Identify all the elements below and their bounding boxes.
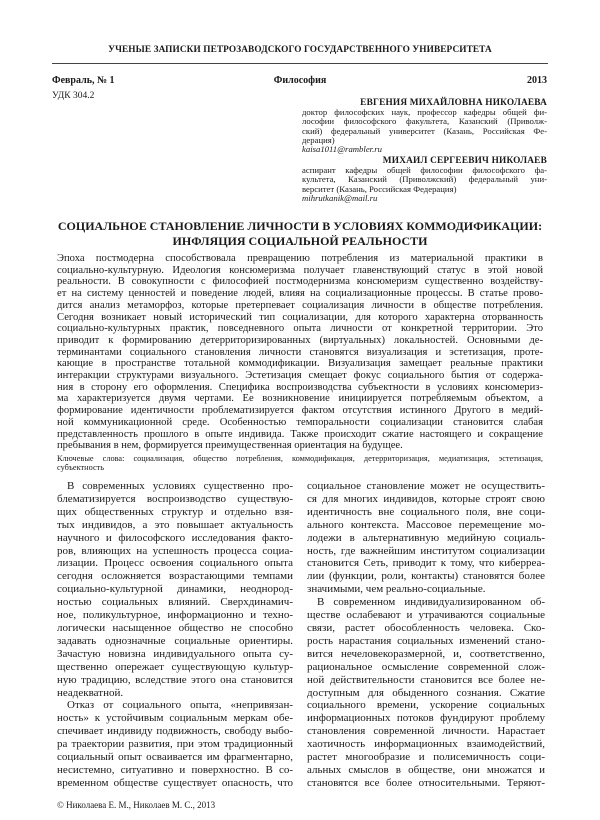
body-text-line: В современном индивидуализированном об- [317,596,545,609]
body-text-line: спечивает индивиду подвижность, свободу выбо- [57,725,293,738]
abstract-line: приводит к формированию детерриторизированных (виртуальных) локальностей. Основными де- [57,334,543,346]
body-text-line: блематизируется воспроизводство существую- [57,492,293,505]
abstract-line: ния в сторону его оформления. Специфика воспроизводства субъектности в условиях консюмериз- [57,381,543,393]
author-affiliation-line: аспирант кафедры общей философии философского фа- [302,165,547,176]
abstract [57,253,543,452]
body-text-line: становятся все более относительными. Теряют- [307,776,545,789]
body-text-line: несистемно, ситуативно и поверхностно. В со- [57,763,293,776]
abstract-line: социально-культурную. Идеология консюмеризма получает главенствующий статус в этой новой [57,264,543,276]
body-text-line: задавать однозначные социальные ориентиры. [57,634,293,647]
abstract-line: формирование идентичности проблематизируется фактом отсутствия истинного Другого в медий- [57,405,543,417]
body-text-line: социальный опыт осваивается им фрагментарно, [57,751,293,764]
body-text-line: ров, влияющих на успешность процесса социа- [57,544,293,557]
abstract-line: интеракции структурами визуального. Эстетизация смещает фокус социального бытия от содержа- [57,370,543,382]
body-text-line: ся для многих индивидов, которые строят свою [307,492,545,505]
keywords [57,454,543,473]
author-name: МИХАИЛ СЕРГЕЕВИЧ НИКОЛАЕВ [382,156,547,166]
body-text-line: ное, поликультурное, информационно и техно- [57,609,293,622]
title-line: СОЦИАЛЬНОЕ СТАНОВЛЕНИЕ ЛИЧНОСТИ В УСЛОВИЯХ КОММОДИФИКАЦИИ: [57,219,543,233]
title-line: ИНФЛЯЦИЯ СОЦИАЛЬНОЙ РЕАЛЬНОСТИ [172,234,428,248]
body-text-line: хаотичность информационных взаимодействий, [307,738,545,751]
year-label: 2013 [527,75,547,86]
body-text-line: ность, где важнейшим институтом социализации [307,544,545,557]
body-text-line: вится нечеловекоразмерной, и, соответственно, [307,647,545,660]
author-affiliation-line: лософии философского факультета, Казанский (Приволж- [302,116,547,127]
body-text-line: социальное становление может не осуществить- [307,480,545,492]
header-divider [52,63,548,64]
abstract-line: ма характеризуется двумя чертами. Ее возникновение инициируется потребляемым объектом, а [57,393,543,405]
body-text-line: Зачастую новизна индивидуального опыта су- [57,647,293,660]
author-affiliation-line: ский) федеральный университет (Казань, Российская Фе- [302,125,547,136]
body-text-line: идентичность вне социального поля, вне соци- [307,505,545,518]
abstract-line: пребывания в нем, формируется преимущественная ориентация на будущее. [57,440,403,452]
copyright-notice: © Николаева Е. М., Николаев М. С., 2013 [57,800,216,810]
keywords-line: субъектность [57,463,105,473]
abstract-line: ет на систему ценностей и поведение людей, влияя на социализационные процессы. В статье прово- [57,288,543,300]
body-text-line: информационных потоков фундируют проблему [307,712,545,725]
article-title [0,219,600,249]
body-text-line: логически насыщенное общество не способно [57,621,293,634]
body-text-line: сегодня осложняется возрастающими темпами [57,570,293,583]
author-affiliation-line: культета, Казанский (Приволжский) федеральный уни- [302,174,547,185]
body-text-line: ную традицию, вследствие этого она становится [57,673,293,686]
body-text-line: временном обществе существует опасность, что [57,776,293,789]
body-text-line: лии (функции, роли, контакты) становятся более [307,570,545,583]
body-text-line: значимыми, чем реально-социальные. [307,583,486,596]
body-text-line: ра траектории развития, при этом традиционный [57,738,293,751]
author-affiliation-line: верситет (Казань, Российская Федерация) [302,183,457,194]
body-text-line: рость нарастания социальных изменений стано- [307,634,545,647]
abstract-line: социально-культурных практик, повседневного опыта личности от конкретной территории. Это [57,323,543,335]
body-text-line: лизации. Процесс освоения социального опыта [57,557,293,570]
body-text-line: ность» к устойчивым социальным меркам обе- [57,712,293,725]
body-text-line: ной действительности становится все более не- [307,673,545,686]
author-email: mihrutkanik@mail.ru [302,192,378,203]
body-text-line: тых индивидов, а это повышает актуальность [57,518,293,531]
body-text-line: научного и философского исследования факто- [57,531,293,544]
body-text-line: становится Сеть, приводит к тому, что киберреа- [307,557,545,570]
body-text-line: растет многообразие и полисемичность соци- [307,751,545,764]
body-text-line: лодежи в альтернативную медийную социаль- [307,531,545,544]
abstract-line: терминантами социального становления личности становятся визуализация и эстетизация, проте- [57,346,543,358]
body-text-line: альных смыслов в обществе, они множатся и [307,763,545,776]
body-text-line: ального контекста. Массовое перемещение мо- [307,518,545,531]
abstract-line: дится анализ метаморфоз, которые претерпевает социализация личности в обществе потребления. [57,299,543,311]
abstract-line: реальности. В совокупности с философией постмодернизма консюмеризм существенно воздейству- [57,276,543,288]
body-text-line: связи, растет обособленность человека. Ско- [307,621,545,634]
body-column-right [307,480,545,790]
body-text-line: доступным для обыденного сознания. Сжатие [307,686,545,699]
body-text-line: В современных условиях существенно про- [67,480,293,492]
body-text-line: социального времени, ускорение социальных [307,699,545,712]
keywords-line: Ключевые слова: социализация, общество потребления, коммодификация, детерриторизация, медиатизация, эстетизация, [57,454,543,463]
author-name: ЕВГЕНИЯ МИХАЙЛОВНА НИКОЛАЕВА [360,98,547,108]
abstract-line: Эпоха постмодерна способствовала превращению потребления из материальной практики в [57,253,543,264]
body-text-line: ществе ослабевают и утрачиваются социальные [307,609,545,622]
body-text-line: щих общественных структур и отдельно взя- [57,505,293,518]
author-block-2 [302,157,547,203]
body-text-line: неадекватной. [57,686,124,699]
issue-label: Февраль, № 1 [52,75,115,86]
author-affiliation-line: доктор философских наук, профессор кафедры общей фи- [302,107,547,118]
body-text-line: социально-культурной динамики, неоднород- [57,583,293,596]
body-text-line: Отказ от социального опыта, «непривязан- [67,699,293,712]
body-column-left [57,480,293,790]
body-text-line: щественно опережает существующую культур- [57,660,293,673]
abstract-line: Сегодня возникает новый исторический тип социализации, для которого характерна оторванность [57,311,543,323]
author-email: kaisa1011@rambler.ru [302,144,382,155]
abstract-line: представленность прошлого в опыте индивида. Также происходит сжатие настоящего и сокращение [57,428,543,440]
journal-title: УЧЕНЫЕ ЗАПИСКИ ПЕТРОЗАВОДСКОГО ГОСУДАРСТВЕННОГО УНИВЕРСИТЕТА [108,45,492,55]
abstract-line: кающие в пространстве тотальной коммодификации. Визуализация замещает реальные практики [57,358,543,370]
body-text-line: ностью социальных влияний. Сверхдинамич- [57,596,293,609]
udk-code: УДК 304.2 [52,91,95,101]
body-text-line: рациональное осмысление современной слож- [307,660,545,673]
author-affiliation-line: дерация) [302,134,335,145]
abstract-line: ной коммуникационной среде. Особенностью темпоральности социализации становится слабая [57,416,543,428]
body-text-line: становления современной личности. Нарастает [307,725,545,738]
section-label: Философия [273,75,327,86]
author-block-1 [302,99,547,154]
